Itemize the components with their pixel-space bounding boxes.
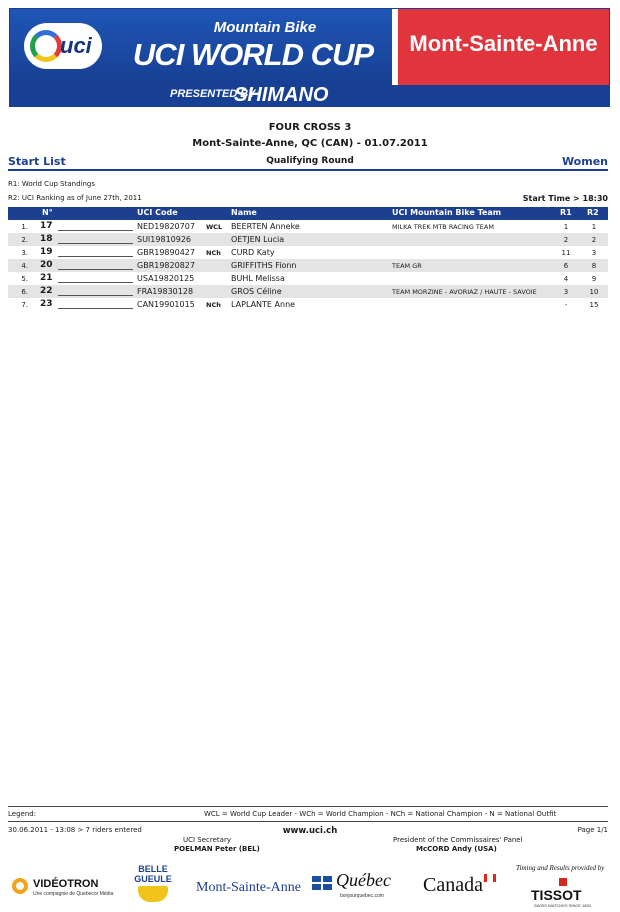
videotron-tagline: Une compagnie de Quebecor Média [33,891,114,897]
row-r2: 3 [591,249,597,257]
president-role: President of the Commissaires' Panel [393,836,523,844]
table-row [8,246,608,259]
row-bib: 21 [40,273,53,283]
row-r2: 8 [591,262,597,270]
row-uci-code: CAN19901015 [137,300,195,309]
event-discipline: FOUR CROSS 3 [268,122,352,133]
start-time: Start Time > 18:30 [522,194,608,203]
videotron-logo-icon [12,878,28,894]
row-r1: 1 [563,223,569,231]
legend-label: Legend: [8,810,37,818]
row-entry-line [58,295,133,296]
row-entry-line [58,243,133,244]
row-r1: 11 [561,249,571,257]
row-r1: 4 [563,275,569,283]
canada-flag-icon [484,874,496,882]
row-r2: 2 [591,236,597,244]
legend-top-rule [8,806,608,807]
col-r1: R1 [560,208,572,217]
row-r1: 2 [563,236,569,244]
timing-provider-label: Timing and Results provided by [516,864,605,872]
row-bib: 20 [40,260,53,270]
row-rank: 2. [21,236,28,244]
row-name: CURD Katy [231,248,275,257]
row-title: NCh [206,249,221,257]
table-row [8,220,608,233]
row-rank: 1. [21,223,28,231]
table-header [8,207,608,220]
canada-wordmark: Canada [423,874,483,896]
presenter-strip [10,85,609,106]
row-entry-line [58,230,133,231]
videotron-logo: VIDÉOTRON [33,878,99,890]
row-r1: 6 [563,262,569,270]
row-entry-line [58,269,133,270]
tissot-tagline: SWISS WATCHES SINCE 1853 [534,903,591,908]
row-rank: 5. [21,275,28,283]
row-bib: 18 [40,234,53,244]
row-name: BEERTEN Anneke [231,222,300,231]
venue-name: Mont-Sainte-Anne [409,31,598,56]
row-rank: 7. [21,301,28,309]
table-row [8,285,608,298]
row-uci-code: FRA19830128 [137,287,194,296]
page-number: Page 1/1 [577,826,608,834]
tissot-logo: TISSOT [531,887,582,903]
website-link[interactable]: www.uci.ch [282,826,338,836]
row-entry-line [58,282,133,283]
series-subtitle: Mountain Bike [213,19,317,36]
shimano-logo: SHIMANO [234,84,329,106]
row-bib: 22 [40,286,53,296]
table-row [8,233,608,246]
col-name: Name [231,208,257,217]
row-r1: 3 [563,288,569,296]
col-r2: R2 [587,208,599,217]
row-name: BUHL Melissa [231,274,285,283]
row-name: LAPLANTE Anne [231,300,296,309]
row-title: NCh [206,301,221,309]
col-bib: N° [42,208,53,217]
row-rank: 3. [21,249,28,257]
table-row [8,272,608,285]
row-r2: 1 [591,223,597,231]
list-type: Start List [8,155,66,168]
uci-rainbow-ring-icon [30,30,62,62]
title-divider [8,169,608,171]
president-name: McCORD Andy (USA) [416,845,497,853]
row-r2: 9 [591,275,597,283]
row-entry-line [58,308,133,309]
quebec-website: bonjourquebec.com [340,893,384,899]
round-name: Qualifying Round [266,156,354,166]
tissot-cross-icon [559,878,567,886]
series-title: UCI WORLD CUP [132,37,374,72]
row-rank: 6. [21,288,28,296]
row-name: GRIFFITHS Fionn [231,261,297,270]
row-bib: 19 [40,247,53,257]
header-banner [9,8,610,107]
secretary-role: UCI Secretary [183,836,231,844]
row-team: MILKA TREK MTB RACING TEAM [392,223,494,231]
footer-timestamp: 30.06.2011 - 13:08 > 7 riders entered [8,826,142,834]
row-bib: 17 [40,221,53,231]
row-name: OETJEN Lucia [231,235,285,244]
row-uci-code: NED19820707 [137,222,195,231]
row-team: TEAM MORZINE - AVORIAZ / HAUTE - SAVOIE [392,288,537,296]
row-r1: - [564,301,568,309]
row-name: GROS Céline [231,287,282,296]
venue-panel [392,9,609,85]
uci-logo-text: uci [60,33,92,58]
category: Women [561,155,608,168]
belle-gueule-logo: BELLE GUEULE [134,864,172,884]
legend-text: WCL = World Cup Leader - WCh = World Champion - NCh = National Champion - N = National Outfit [204,810,557,818]
row-r2: 10 [589,288,599,296]
mont-sainte-anne-logo: Mont-Sainte-Anne [196,880,301,895]
col-uci-code: UCI Code [137,208,178,217]
note-r1: R1: World Cup Standings [8,180,96,188]
row-uci-code: GBR19890427 [137,248,195,257]
row-uci-code: SUI19810926 [137,235,192,244]
secretary-name: POELMAN Peter (BEL) [174,845,260,853]
table-row [8,298,608,311]
row-team: TEAM GR [392,262,422,270]
belle-gueule-shield-icon [138,886,168,902]
event-location-date: Mont-Sainte-Anne, QC (CAN) - 01.07.2011 [192,138,428,149]
col-team: UCI Mountain Bike Team [392,208,502,217]
row-r2: 15 [589,301,599,309]
row-title: WCL [206,223,223,231]
quebec-logo: Québec [336,870,391,890]
row-uci-code: USA19820125 [137,274,195,283]
row-rank: 4. [21,262,28,270]
row-bib: 23 [40,299,53,309]
row-uci-code: GBR19820827 [137,261,195,270]
presented-by-label: PRESENTED BY [170,88,256,100]
table-row [8,259,608,272]
row-entry-line [58,256,133,257]
footer-rule [8,821,608,822]
quebec-flag-icon [312,876,332,890]
uci-logo [24,23,102,69]
note-r2: R2: UCI Ranking as of June 27th, 2011 [8,194,142,202]
